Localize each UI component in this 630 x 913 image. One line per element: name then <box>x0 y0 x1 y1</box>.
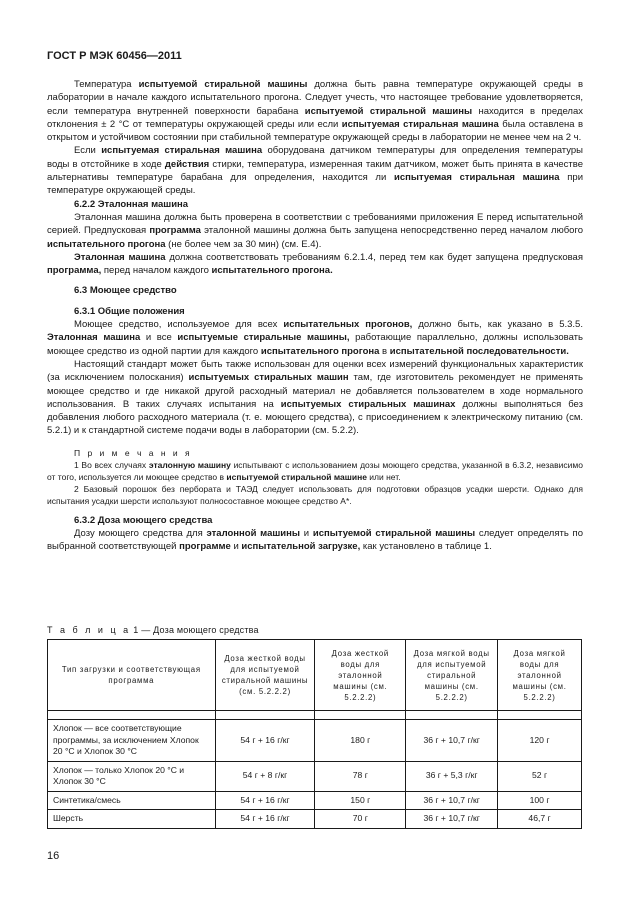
paragraph <box>47 144 583 197</box>
text-run: и все <box>140 332 178 344</box>
text-run: 2 Базовый порошок без пербората и ТАЭД следует использовать для подготовки образцов усадки шерсти. Однако для испытания усадки шерсти используют полносоставное моющее средство А*. <box>47 483 583 506</box>
table-cell: 54 г + 16 г/кг <box>215 810 315 829</box>
text-run: следует определять по выбранной соответствующей <box>47 528 583 553</box>
text-run: Моющее средство, используемое для всех <box>74 319 284 331</box>
table-caption-text: 1 — Доза моющего средства <box>130 625 259 635</box>
section-heading-6-3: 6.3 Моющее средство <box>74 285 177 297</box>
bold-term: испытательного прогона. <box>211 265 333 277</box>
notes-block <box>47 447 583 507</box>
text-run: Если <box>74 145 102 157</box>
table-cell: 52 г <box>498 761 582 791</box>
detergent-dose-table <box>47 639 582 829</box>
bold-term: Эталонная машина <box>47 332 141 344</box>
bold-term: испытуемая стиральная машина <box>101 145 263 157</box>
text-run: эталонной машины должна быть запущена непосредственно перед началом любого <box>200 225 583 237</box>
bold-term: испытуемых стиральных машинах <box>280 398 456 410</box>
text-run: Дозу моющего средства для <box>74 528 207 540</box>
bold-term: эталонной машины <box>206 528 300 540</box>
text-run: должны выполняться без добавления любого расходного материала (т. е. моющего средства), с присоединением к электрическому питанию (см. 5.2.1) и к стандартной системе подачи воды в лаборатории (см. 5.2.2). <box>47 398 583 437</box>
table-cell: Шерсть <box>48 810 216 829</box>
paragraph <box>47 527 583 554</box>
paragraph <box>47 251 583 278</box>
bold-term: действия <box>164 158 210 170</box>
table-row <box>48 720 582 762</box>
page-number: 16 <box>47 850 60 862</box>
table-cell: 180 г <box>315 720 406 762</box>
column-header: Доза мягкой воды для испытуемой стиральной машины (см. 5.2.2.2) <box>406 640 498 711</box>
bold-term: программе <box>179 541 231 553</box>
bold-term: программа <box>149 225 201 237</box>
bold-term: испытуемая стиральная машина <box>341 118 499 130</box>
text-run: или нет. <box>366 471 401 482</box>
bold-term: эталонную машину <box>148 459 231 470</box>
text-run: была оставлена в открытом и устойчивом состоянии при стабильной температуре окружающей среды в лаборатории не менее чем на 2 ч. <box>47 118 583 144</box>
bold-term: испытуемые стиральные машины, <box>177 332 350 344</box>
table-cell: 78 г <box>315 761 406 791</box>
bold-term: испытуемых стиральных машин <box>188 372 349 384</box>
bold-term: испытательных прогонов, <box>283 319 413 331</box>
text-run: испытывают с использованием дозы моющего средства, указанной в 6.3.2, независимо от того, используется ли моющее средство в <box>47 459 583 482</box>
bold-term: программа, <box>47 265 102 277</box>
bold-term: испытуемая стиральная машина <box>393 172 560 184</box>
table-spacer-row <box>48 711 582 720</box>
text-run: 1 Во всех случаях <box>74 459 149 470</box>
text-run: должна соответствовать требованиям 6.2.1.4, перед тем как будет запущена предпусковая <box>165 251 583 263</box>
column-header: Доза мягкой воды для эталонной машины (см. 5.2.2.2) <box>498 640 582 711</box>
paragraph <box>47 211 583 251</box>
table-cell: 36 г + 10,7 г/кг <box>406 791 498 810</box>
table-cell: 36 г + 10,7 г/кг <box>406 720 498 762</box>
column-header: Доза жесткой воды для испытуемой стиральной машины (см. 5.2.2.2) <box>215 640 315 711</box>
text-run: при температуре окружающей среды. <box>47 172 583 197</box>
bold-term: испытуемой стиральной машины <box>304 105 473 117</box>
table-row <box>48 791 582 810</box>
notes-title: П р и м е ч а н и я <box>74 447 193 458</box>
text-run: (не более чем за 30 мин) (см. Е.4). <box>165 238 322 250</box>
table-caption-word: Т а б л и ц а <box>47 625 131 635</box>
bold-term: испытательного прогона <box>47 238 166 250</box>
text-run: находится в пределах отклонения ± 2 °С от температуры окружающей среды или если <box>47 105 584 130</box>
bold-term: испытуемой стиральной машине <box>226 471 367 482</box>
bold-term: испытательной загрузке, <box>241 541 361 553</box>
section-heading-6-2-2: 6.2.2 Эталонная машина <box>74 198 189 210</box>
table-cell: 70 г <box>315 810 406 829</box>
text-run: должна быть равна температуре окружающей среды в лаборатории в начале каждого испытательного прогона. Следует учесть, что настоящее требование удовлетворяется, если температура внутренней поверхности барабана <box>47 79 583 117</box>
text-run: там, где изготовитель рекомендует не применять моющее средство и где никакой другой расходный материал не добавляется пользователем в ходе нормального использования. В таких случаях испытания на <box>47 372 583 410</box>
table-cell: 36 г + 10,7 г/кг <box>406 810 498 829</box>
text-run: и <box>230 541 242 553</box>
section-heading-6-3-2: 6.3.2 Доза моющего средства <box>74 514 213 526</box>
text-run: работающие параллельно, должны использовать моющее средство из одной партии для каждого <box>47 332 583 357</box>
text-run: Эталонная машина должна быть проверена в соответствии с требованиями приложения Е перед испытательной серией. Предпусковая <box>47 211 583 237</box>
text-run: перед началом каждого <box>101 265 212 277</box>
bold-term: испытуемой стиральной машины <box>312 528 476 540</box>
text-run: Температура <box>74 79 139 90</box>
table-cell: Хлопок — только Хлопок 20 °С и Хлопок 30 °С <box>48 761 216 791</box>
table-cell: Синтетика/смесь <box>48 791 216 810</box>
paragraph <box>47 358 583 438</box>
paragraph <box>47 78 583 144</box>
column-header: Доза жесткой воды для эталонной машины (см. 5.2.2.2) <box>315 640 406 711</box>
table-cell: 46,7 г <box>498 810 582 829</box>
text-run: стирки, температура, измеренная таким датчиком, может быть принята в качестве альтернативы температуре барабана для определения, находится ли <box>47 158 583 184</box>
table-cell: 150 г <box>315 791 406 810</box>
note-item <box>47 459 583 483</box>
table-caption <box>47 625 259 635</box>
section-heading-6-3-1: 6.3.1 Общие положения <box>74 305 185 317</box>
table-row <box>48 761 582 791</box>
bold-term: испытательной последовательности. <box>389 345 569 357</box>
table-cell: 100 г <box>498 791 582 810</box>
text-run: как установлено в таблице 1. <box>360 541 492 553</box>
table-cell: Хлопок — все соответствующие программы, за исключением Хлопок 20 °С и Хлопок 30 °С <box>48 720 216 762</box>
table-cell: 54 г + 16 г/кг <box>215 720 315 762</box>
text-run: оборудована датчиком температуры для определения температуры воды в отстойнике в ходе <box>47 145 583 170</box>
text-run: и <box>299 528 313 540</box>
bold-term: испытательного прогона <box>260 345 380 357</box>
note-item <box>47 483 583 507</box>
table-cell: 54 г + 8 г/кг <box>215 761 315 791</box>
table-row <box>48 810 582 829</box>
bold-term: Эталонная машина <box>74 251 166 263</box>
document-header: ГОСТ Р МЭК 60456—2011 <box>47 50 182 62</box>
table-cell: 54 г + 16 г/кг <box>215 791 315 810</box>
column-header: Тип загрузки и соответствующая программа <box>48 640 216 711</box>
paragraph <box>47 318 583 358</box>
main-content <box>47 78 583 554</box>
text-run: должно быть, как указано в 5.3.5. <box>412 319 583 331</box>
bold-term: испытуемой стиральной машины <box>138 79 308 90</box>
table-cell: 120 г <box>498 720 582 762</box>
table-header-row <box>48 640 582 711</box>
text-run: в <box>379 345 390 357</box>
text-run: Настоящий стандарт может быть также использован для оценки всех измерений функциональных характеристик (за исключением полоскания) <box>47 358 583 384</box>
table-cell: 36 г + 5,3 г/кг <box>406 761 498 791</box>
